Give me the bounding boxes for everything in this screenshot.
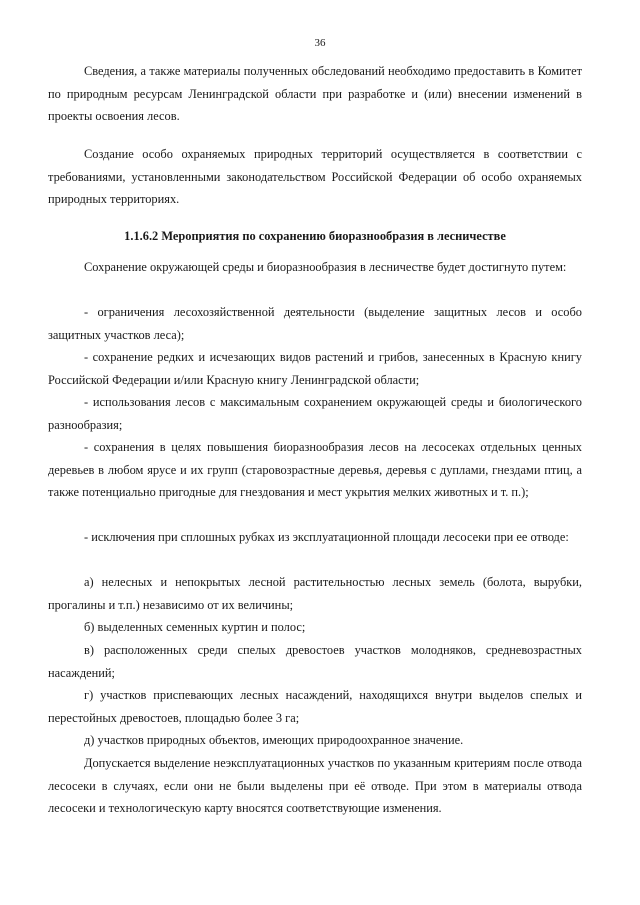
list-item: - сохранение редких и исчезающих видов растений и грибов, занесенных в Красную книгу Российской Федерации и/или Красную книгу Ленинградской области; bbox=[48, 350, 582, 387]
closing-paragraph: Допускается выделение неэксплуатационных участков по указанным критериям после отвода лесосеки в случаях, если они не были выделены при её отводе. При этом в материалы отвода лесосеки и технологическую карту вносятся соответствующие изменения. bbox=[48, 756, 582, 816]
list-item: - исключения при сплошных рубках из эксплуатационной площади лесосеки при ее отводе: bbox=[84, 530, 569, 544]
sub-item-a: а) нелесных и непокрытых лесной растительностью лесных земель (болота, вырубки, прогалины и т.п.) независимо от их величины; bbox=[48, 575, 582, 612]
paragraph-intro-1: Сведения, а также материалы полученных обследований необходимо предоставить в Комитет по природным ресурсам Ленинградской области при разработке и (или) внесении изменений в проекты освоения лесов. bbox=[48, 64, 582, 124]
sub-item-b: б) выделенных семенных куртин и полос; bbox=[84, 620, 306, 634]
page-number: 36 bbox=[314, 37, 326, 49]
paragraph-intro-2: Создание особо охраняемых природных территорий осуществляется в соответствии с требованиями, установленными законодательством Российской Федерации об особо охраняемых природных территориях. bbox=[48, 147, 582, 207]
list-item: - использования лесов с максимальным сохранением окружающей среды и биологического разнообразия; bbox=[48, 395, 582, 432]
sub-item-e: д) участков природных объектов, имеющих природоохранное значение. bbox=[84, 733, 464, 747]
sub-item-d: г) участков приспевающих лесных насаждений, находящихся внутри выделов спелых и перестойных древостоев, площадью более 3 га; bbox=[48, 688, 582, 725]
list-item: - ограничения лесохозяйственной деятельности (выделение защитных лесов и особо защитных участков леса); bbox=[48, 305, 582, 342]
list-item: - сохранения в целях повышения биоразнообразия лесов на лесосеках отдельных ценных деревьев в любом ярусе и их групп (старовозрастные деревья, деревья с дуплами, гнездами птиц, а также потенциально пригодные для гнездования и мест укрытия мелких животных и т. п.); bbox=[48, 440, 582, 500]
section-heading: 1.1.6.2 Мероприятия по сохранению биоразнообразия в лесничестве bbox=[124, 229, 506, 243]
sub-item-c: в) расположенных среди спелых древостоев участков молодняков, средневозрастных насаждений; bbox=[48, 643, 582, 680]
body-paragraph: Сохранение окружающей среды и биоразнообразия в лесничестве будет достигнуто путем: bbox=[84, 260, 567, 274]
